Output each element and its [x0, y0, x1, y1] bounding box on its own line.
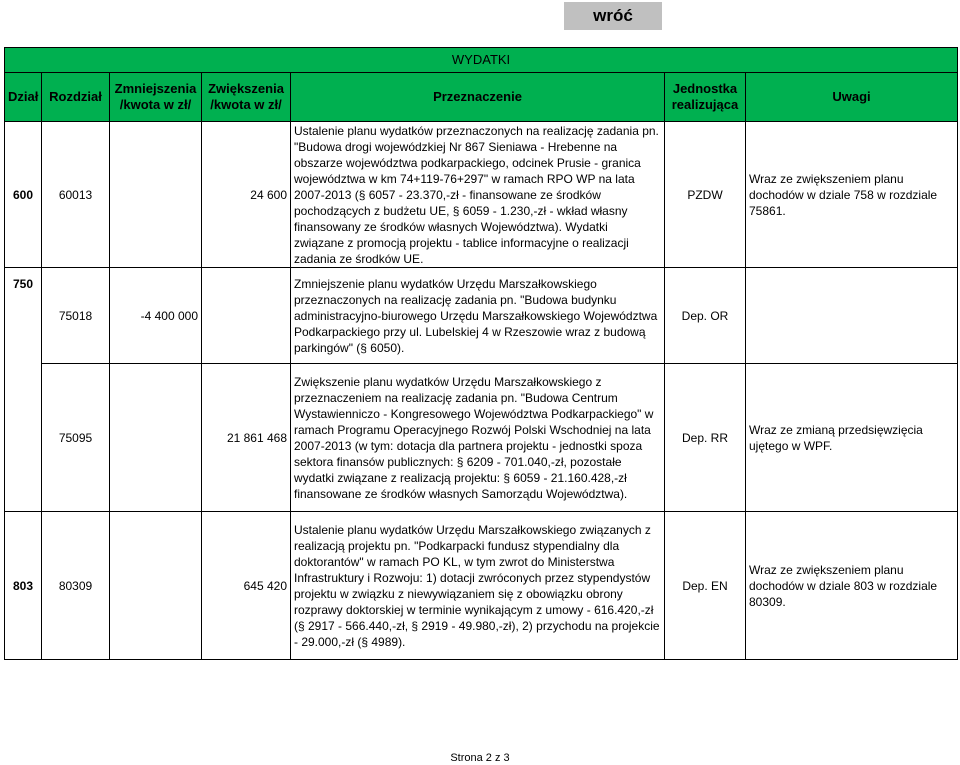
header-rozdzial: Rozdział [42, 73, 110, 122]
header-uwagi: Uwagi [746, 73, 958, 122]
cell-zwiekszenia: 645 420 [202, 512, 291, 660]
cell-rozdzial: 60013 [42, 122, 110, 268]
cell-zmniejszenia [110, 122, 202, 268]
table-row [5, 268, 958, 364]
cell-zwiekszenia: 24 600 [202, 122, 291, 268]
cell-dzial: 803 [5, 512, 42, 660]
header-jednostka: Jednostka realizująca [665, 73, 746, 122]
cell-przeznaczenie: Zmniejszenie planu wydatków Urzędu Marszałkowskiego przeznaczonych na realizację zadania pn. "Budowa budynku administracyjno-biurowego Urzędu Marszałkowskiego Województwa Podkarpackiego przy ul. Lubelskiej 4 w Rzeszowie wraz z budową parkingów" (§ 6050). [291, 268, 665, 364]
header-przeznaczenie: Przeznaczenie [291, 73, 665, 122]
page-number: Strona 2 z 3 [450, 752, 510, 764]
wydatki-table [4, 47, 958, 660]
table-row [5, 512, 958, 660]
cell-rozdzial: 75095 [42, 364, 110, 512]
table-title: WYDATKI [5, 48, 958, 73]
cell-jednostka: PZDW [665, 122, 746, 268]
cell-zwiekszenia [202, 268, 291, 364]
cell-uwagi [746, 268, 958, 364]
cell-jednostka: Dep. EN [665, 512, 746, 660]
cell-dzial: 750 [5, 268, 42, 512]
header-zwiekszenia: Zwiększenia /kwota w zł/ [202, 73, 291, 122]
cell-rozdzial: 80309 [42, 512, 110, 660]
cell-rozdzial: 75018 [42, 268, 110, 364]
header-zmniejszenia: Zmniejszenia /kwota w zł/ [110, 73, 202, 122]
cell-zwiekszenia: 21 861 468 [202, 364, 291, 512]
cell-jednostka: Dep. RR [665, 364, 746, 512]
cell-przeznaczenie: Ustalenie planu wydatków Urzędu Marszałkowskiego związanych z realizacją projektu pn. "Podkarpacki fundusz stypendialny dla doktorantów" w ramach PO KL, w tym zwrot do Ministerstwa Infrastruktury i Rozwoju: 1) dotacji zwróconych przez stypendystów projektu w związku z niewywiązaniem się z obowiązku obrony rozprawy doktorskiej w terminie wynikającym z umowy - 616.420,-zł (§ 2917 - 566.440,-zł, § 2919 - 49.980,-zł), 2) przychodu na projekcie - 29.000,-zł (§ 4989). [291, 512, 665, 660]
cell-jednostka: Dep. OR [665, 268, 746, 364]
cell-zmniejszenia: -4 400 000 [110, 268, 202, 364]
cell-zmniejszenia [110, 512, 202, 660]
cell-zmniejszenia [110, 364, 202, 512]
table-row [5, 364, 958, 512]
cell-uwagi: Wraz ze zwiększeniem planu dochodów w dziale 803 w rozdziale 80309. [746, 512, 958, 660]
cell-dzial: 600 [5, 122, 42, 268]
cell-uwagi: Wraz ze zmianą przedsięwzięcia ujętego w WPF. [746, 364, 958, 512]
cell-przeznaczenie: Zwiększenie planu wydatków Urzędu Marszałkowskiego z przeznaczeniem na realizację zadania pn. "Budowa Centrum Wystawienniczo - Kongresowego Województwa Podkarpackiego" w ramach Programu Operacyjnego Rozwój Polski Wschodniej na lata 2007-2013 (w tym: dotacja dla partnera projektu - jednostki spoza sektora finansów publicznych: § 6209 - 701.040,-zł, pozostałe wydatki związane z realizacją projektu: § 6059 - 21.160.428,-zł finansowane ze środków własnych Samorządu Województwa). [291, 364, 665, 512]
cell-uwagi: Wraz ze zwiększeniem planu dochodów w dziale 758 w rozdziale 75861. [746, 122, 958, 268]
cell-przeznaczenie: Ustalenie planu wydatków przeznaczonych na realizację zadania pn. "Budowa drogi wojewódzkiej Nr 867 Sieniawa - Hrebenne na obszarze województwa podkarpackiego, odcinek Prusie - granica województwa w km 74+119-76+297" w ramach RPO WP na lata 2007-2013 (§ 6057 - 23.370,-zł - finansowane ze środków pochodzących z budżetu UE, § 6059 - 1.230,-zł - wkład własny finansowany ze środków własnych Województwa). Wydatki związane z promocją projektu - tablice informacyjne o realizacji zadania ze środków UE. [291, 122, 665, 268]
table-row [5, 122, 958, 268]
back-button[interactable]: wróć [564, 2, 662, 30]
header-dzial: Dział [5, 73, 42, 122]
